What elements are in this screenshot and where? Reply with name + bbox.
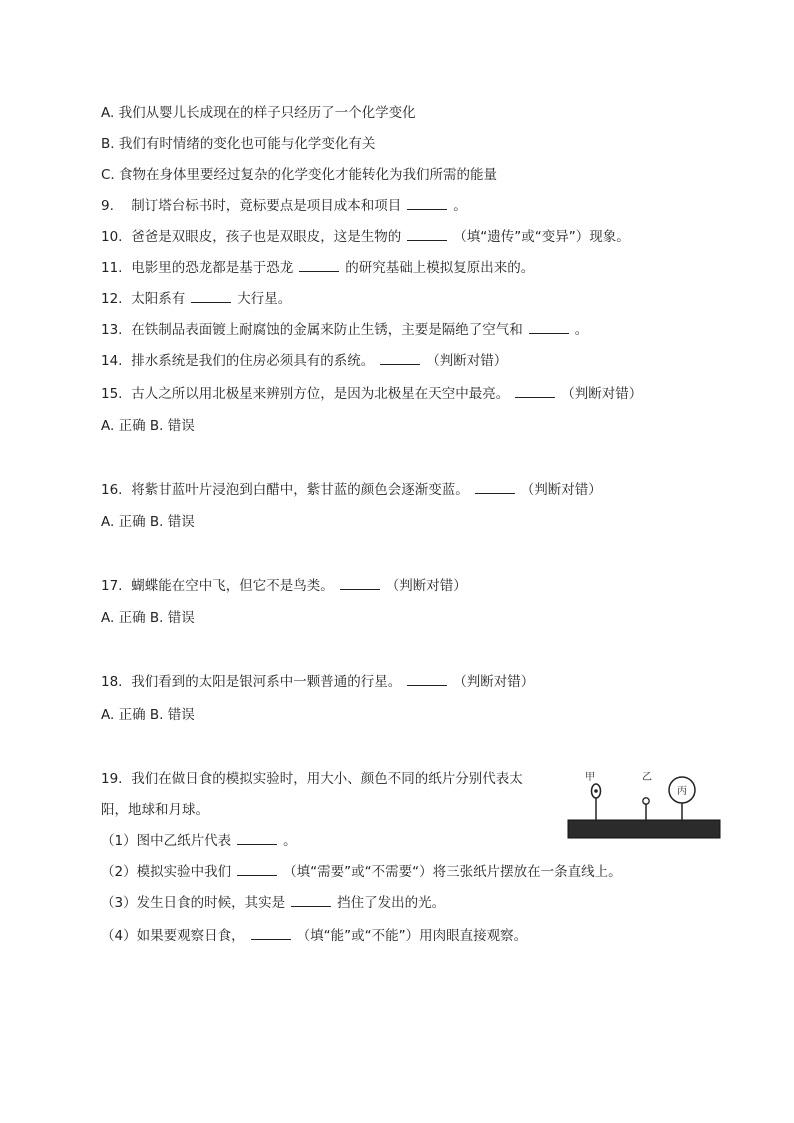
question-text: 电影里的恐龙都是基于恐龙: [131, 260, 294, 276]
question-number: 13.: [101, 322, 123, 338]
answer-blank[interactable]: [191, 290, 231, 303]
question-number: 10.: [101, 229, 123, 245]
question-10: [101, 228, 630, 246]
answer-blank[interactable]: [515, 385, 555, 398]
question-text-suffix: （判断对错）: [561, 386, 643, 402]
question-17-options[interactable]: A. 正确 B. 错误: [101, 610, 195, 626]
question-number: 18.: [101, 674, 123, 690]
question-text: 蝴蝶能在空中飞，但它不是鸟类。: [131, 578, 334, 594]
answer-blank[interactable]: [291, 894, 331, 907]
question-number: 15.: [101, 386, 123, 402]
question-text: 爸爸是双眼皮，孩子也是双眼皮，这是生物的: [131, 229, 402, 245]
question-text: 排水系统是我们的住房必须具有的系统。: [131, 353, 375, 369]
answer-blank[interactable]: [407, 197, 447, 210]
question-9: [101, 197, 467, 215]
question-text-suffix: 。: [453, 198, 467, 214]
question-number: 16.: [101, 482, 123, 498]
question-text: 古人之所以用北极星来辨别方位，是因为北极星在天空中最亮。: [131, 386, 510, 402]
question-19-stem: [101, 770, 523, 788]
question-19-stem-cont: 阳，地球和月球。: [101, 802, 209, 818]
question-text-suffix: （填“遗传”或“变异”）现象。: [453, 229, 630, 245]
question-11: [101, 259, 534, 277]
question-text: 制订塔台标书时，竟标要点是项目成本和项目: [131, 198, 402, 214]
question-text-suffix: 。: [574, 322, 589, 338]
question-number: 17.: [101, 578, 123, 594]
question-number: 9.: [101, 198, 114, 214]
answer-blank[interactable]: [475, 481, 515, 494]
question-text-suffix: （判断对错）: [426, 353, 508, 369]
question-17: [101, 577, 467, 595]
answer-blank[interactable]: [237, 863, 277, 876]
answer-blank[interactable]: [380, 352, 420, 365]
question-number: 14.: [101, 353, 123, 369]
figure-base-board: [568, 820, 720, 838]
sub-question-text: （1）图中乙纸片代表: [101, 833, 232, 849]
question-text-suffix: 大行星。: [237, 291, 292, 307]
sub-question-text: （3）发生日食的时候，其实是: [101, 895, 286, 911]
question-16: [101, 481, 602, 499]
answer-blank[interactable]: [237, 832, 277, 845]
question-text: 太阳系有: [131, 291, 186, 307]
answer-blank[interactable]: [407, 673, 447, 686]
sub-question-suffix: （填“能”或“不能”）用肉眼直接观察。: [296, 928, 528, 944]
question-14: [101, 352, 507, 370]
question-number: 12.: [101, 291, 123, 307]
question-13: [101, 321, 588, 339]
question-12: [101, 290, 291, 308]
answer-blank[interactable]: [251, 927, 291, 940]
question-19-sub4: [101, 927, 527, 945]
question-text-suffix: 的研究基础上模拟复原出来的。: [345, 260, 535, 276]
sub-question-suffix: 挡住了发出的光。: [337, 895, 446, 911]
sub-question-text: （2）模拟实验中我们: [101, 864, 232, 880]
question-19-sub3: [101, 894, 445, 912]
question-text: 我们看到的太阳是银河系中一颗普通的行星。: [131, 674, 402, 690]
question-text: 在铁制品表面镀上耐腐蚀的金属来防止生锈，主要是隔绝了空气和: [131, 322, 523, 338]
question-15: [101, 385, 642, 403]
question-18: [101, 673, 534, 691]
question-19-sub1: [101, 832, 297, 850]
answer-blank[interactable]: [407, 228, 447, 241]
option-c: C. 食物在身体里要经过复杂的化学变化才能转化为我们所需的能量: [101, 167, 498, 183]
question-18-options[interactable]: A. 正确 B. 错误: [101, 707, 195, 723]
figure-label-jia: 甲: [585, 772, 595, 783]
sub-question-suffix: （填“需要”或“不需要“）将三张纸片摆放在一条直线上。: [283, 864, 622, 880]
question-15-options[interactable]: A. 正确 B. 错误: [101, 418, 195, 434]
figure-label-yi: 乙: [642, 772, 652, 783]
answer-blank[interactable]: [529, 321, 569, 334]
question-text-suffix: （判断对错）: [385, 578, 467, 594]
question-19-sub2: [101, 863, 622, 881]
question-text: 我们在做日食的模拟实验时，用大小、颜色不同的纸片分别代表太: [131, 771, 523, 787]
question-number: 19.: [101, 771, 123, 787]
question-16-options[interactable]: A. 正确 B. 错误: [101, 514, 195, 530]
answer-blank[interactable]: [299, 259, 339, 272]
option-b: B. 我们有时情绪的变化也可能与化学变化有关: [101, 136, 376, 152]
sub-question-suffix: 。: [283, 833, 297, 849]
option-a: A. 我们从婴儿长成现在的样子只经历了一个化学变化: [101, 105, 416, 121]
sub-question-text: （4）如果要观察日食，: [101, 928, 245, 944]
question-number: 11.: [101, 260, 123, 276]
answer-blank[interactable]: [340, 577, 380, 590]
figure-label-bing: 丙: [677, 786, 687, 797]
paper-yi: [643, 798, 649, 804]
question-text-suffix: （判断对错）: [453, 674, 535, 690]
question-text-suffix: （判断对错）: [520, 482, 602, 498]
eclipse-model-figure: [566, 768, 722, 844]
question-text: 将紫甘蓝叶片浸泡到白醋中，紫甘蓝的颜色会逐渐变蓝。: [131, 482, 469, 498]
